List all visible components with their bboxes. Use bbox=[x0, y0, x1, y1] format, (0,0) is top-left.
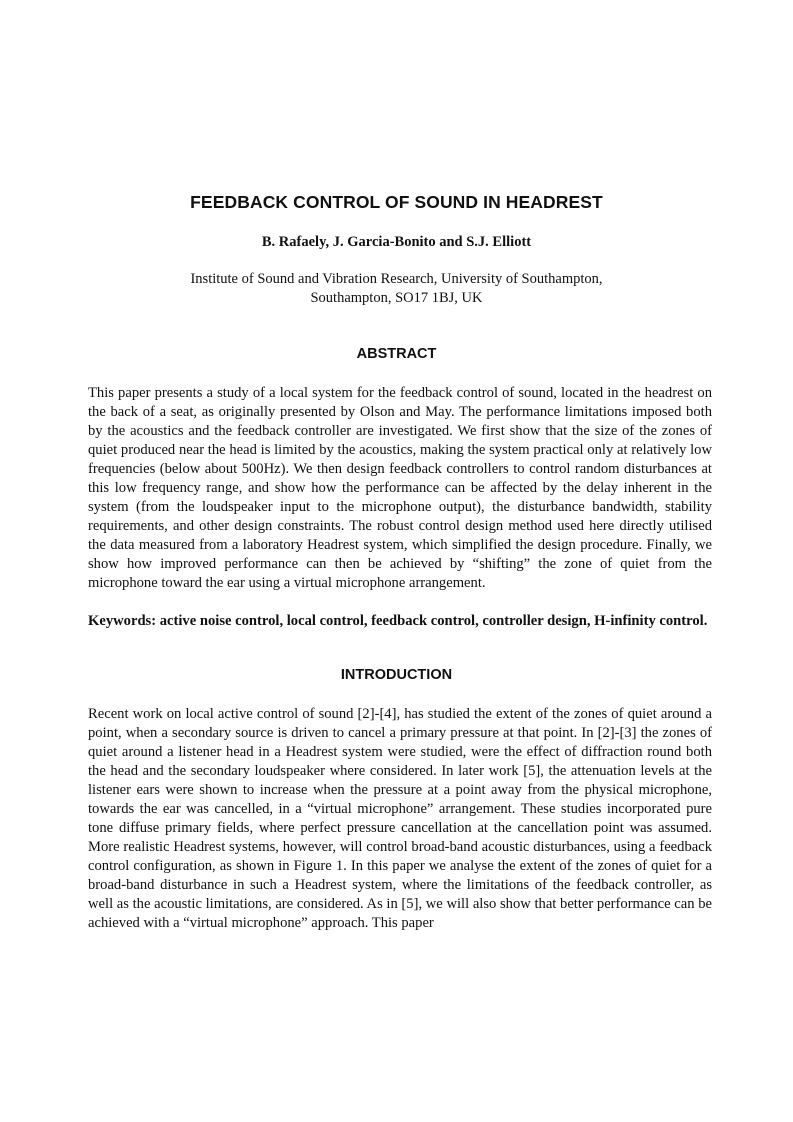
paper-title: FEEDBACK CONTROL OF SOUND IN HEADREST bbox=[190, 192, 603, 212]
abstract-heading: ABSTRACT bbox=[356, 346, 437, 362]
introduction-text: Recent work on local active control of sound [2]-[4], has studied the extent of the zones of quiet around a point, when a secondary source is driven to cancel a primary pressure at that point. In [2]-[3] the zones of quiet around a listener head in a Headrest system were studied, were the effect of diffraction round both the head and the secondary loudspeaker where considered. In later work [5], the attenuation levels at the listener ears were shown to increase when the pressure at a point away from the physical microphone, towards the ear was cancelled, in a “virtual microphone” arrangement. These studies incorporated pure tone diffuse primary fields, where perfect pressure cancellation at the cancellation point was assumed. More realistic Headrest systems, however, will control broad-band acoustic disturbances, using a feedback control configuration, as shown in Figure 1. In this paper we analyse the extent of the zones of quiet for a broad-band disturbance in such a Headrest system, where the limitations of the feedback controller, as well as the acoustic limitations, are considered. As in [5], we will also show that better performance can be achieved with a “virtual microphone” approach. This paper bbox=[88, 706, 712, 931]
paper-authors: B. Rafaely, J. Garcia-Bonito and S.J. Elliott bbox=[261, 234, 532, 250]
keywords: Keywords: active noise control, local control, feedback control, controller design, H-infinity control. bbox=[88, 613, 708, 629]
affiliation-line-1: Institute of Sound and Vibration Research, University of Southampton, bbox=[190, 271, 603, 287]
abstract-text: This paper presents a study of a local system for the feedback control of sound, located in the headrest on the back of a seat, as originally presented by Olson and May. The performance limitations imposed both by the acoustics and the feedback controller are investigated. We first show that the size of the zones of quiet produced near the head is limited by the acoustics, making the system practical only at relatively low frequencies (below about 500Hz). We then design feedback controllers to control random disturbances at this low frequency range, and show how the performance can be affected by the delay inherent in the system (from the loudspeaker input to the microphone output), the disturbance bandwidth, stability requirements, and other design constraints. The robust control design method used here directly utilised the data measured from a laboratory Headrest system, which simplified the design procedure. Finally, we show how improved performance can then be achieved by “shifting” the zone of quiet from the microphone toward the ear using a virtual microphone arrangement. bbox=[88, 385, 712, 591]
introduction-heading: INTRODUCTION bbox=[340, 667, 453, 683]
affiliation-line-2: Southampton, SO17 1BJ, UK bbox=[310, 290, 483, 306]
paper-affiliation bbox=[0, 270, 793, 308]
